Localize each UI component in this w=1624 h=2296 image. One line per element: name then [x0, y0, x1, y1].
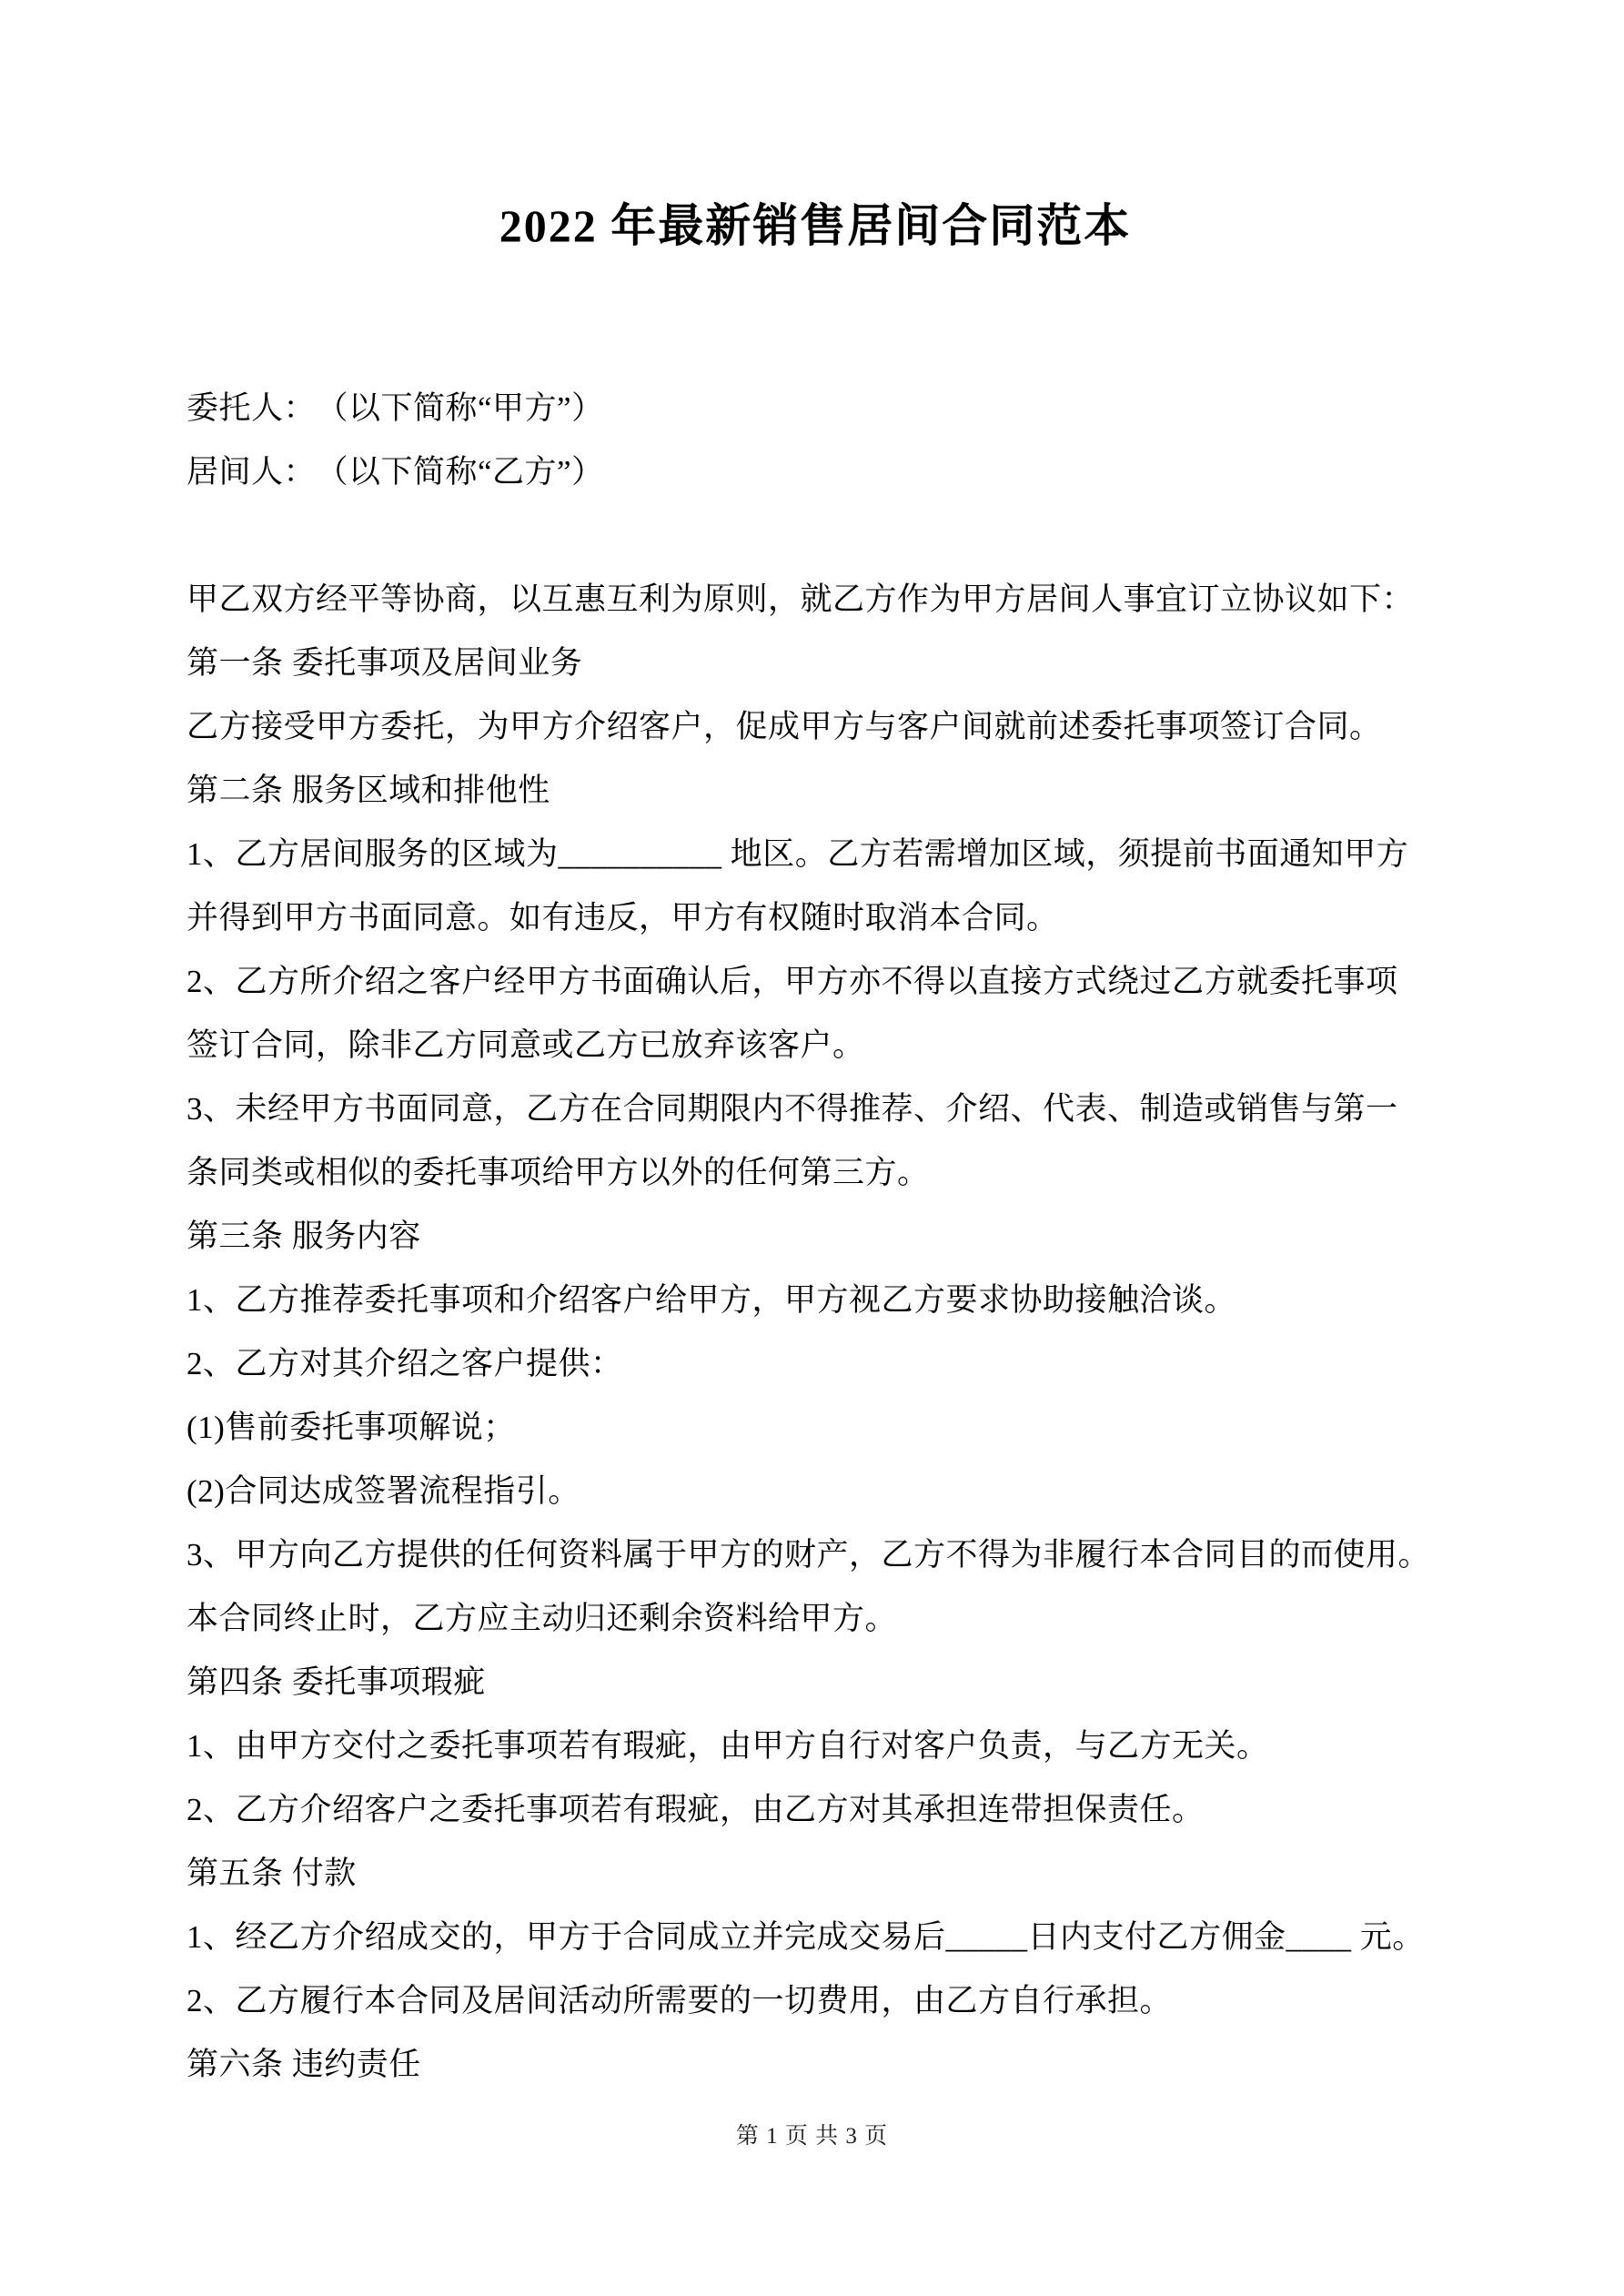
party-line-principal: 委托人： （以下简称“甲方”） — [187, 390, 604, 426]
body-line: 2、乙方对其介绍之客户提供： — [187, 1346, 623, 1381]
body-line: 乙方接受甲方委托，为甲方介绍客户，促成甲方与客户间就前述委托事项签订合同。 — [187, 709, 1382, 744]
body-line-with-blank: 1、乙方居间服务的区域为__________ 地区。乙方若需增加区域，须提前书面通知甲方 — [187, 836, 1409, 872]
body-line: 3、未经甲方书面同意，乙方在合同期限内不得推荐、介绍、代表、制造或销售与第一 — [187, 1091, 1398, 1127]
body-line: (2)合同达成签署流程指引。 — [187, 1473, 580, 1509]
body-line-article-6-heading: 第六条 违约责任 — [187, 2047, 421, 2082]
body-line: 甲乙双方经平等协商，以互惠互利为原则，就乙方作为甲方居间人事宜订立协议如下： — [187, 582, 1415, 617]
body-line: 2、乙方介绍客户之委托事项若有瑕疵，由乙方对其承担连带担保责任。 — [187, 1792, 1205, 1827]
parties-block — [187, 377, 1444, 504]
body-line: 2、乙方所介绍之客户经甲方书面确认后，甲方亦不得以直接方式绕过乙方就委托事项 — [187, 964, 1398, 999]
party-line-intermediary: 居间人： （以下简称“乙方”） — [187, 454, 604, 490]
body-line-article-1-heading: 第一条 委托事项及居间业务 — [187, 645, 583, 681]
body-line-article-3-heading: 第三条 服务内容 — [187, 1219, 421, 1254]
body-line: 1、乙方推荐委托事项和介绍客户给甲方，甲方视乙方要求协助接触洽谈。 — [187, 1282, 1237, 1318]
body-line: 条同类或相似的委托事项给甲方以外的任何第三方。 — [187, 1155, 930, 1190]
body-line: 签订合同，除非乙方同意或乙方已放弃该客户。 — [187, 1027, 865, 1063]
body-line-article-4-heading: 第四条 委托事项瑕疵 — [187, 1664, 486, 1700]
body-line-with-blank: 1、经乙方介绍成交的，甲方于合同成立并完成交易后_____日内支付乙方佣金____ 元。 — [187, 1919, 1425, 1955]
document-title: 2022 年最新销售居间合同范本 — [499, 200, 1132, 251]
body-line: 2、乙方履行本合同及居间活动所需要的一切费用，由乙方自行承担。 — [187, 1983, 1173, 2018]
page-footer: 第 1 页 共 3 页 — [735, 2124, 889, 2149]
body-line-article-2-heading: 第二条 服务区域和排他性 — [187, 773, 550, 808]
body-line-article-5-heading: 第五条 付款 — [187, 1856, 357, 1891]
contract-body — [187, 568, 1444, 2097]
body-line: 并得到甲方书面同意。如有违反，甲方有权随时取消本合同。 — [187, 900, 1059, 936]
body-line: 1、由甲方交付之委托事项若有瑕疵，由甲方自行对客户负责，与乙方无关。 — [187, 1728, 1269, 1764]
body-line: (1)售前委托事项解说； — [187, 1410, 516, 1445]
body-line: 本合同终止时，乙方应主动归还剩余资料给甲方。 — [187, 1601, 898, 1636]
body-line: 3、甲方向乙方提供的任何资料属于甲方的财产，乙方不得为非履行本合同目的而使用。 — [187, 1537, 1431, 1573]
